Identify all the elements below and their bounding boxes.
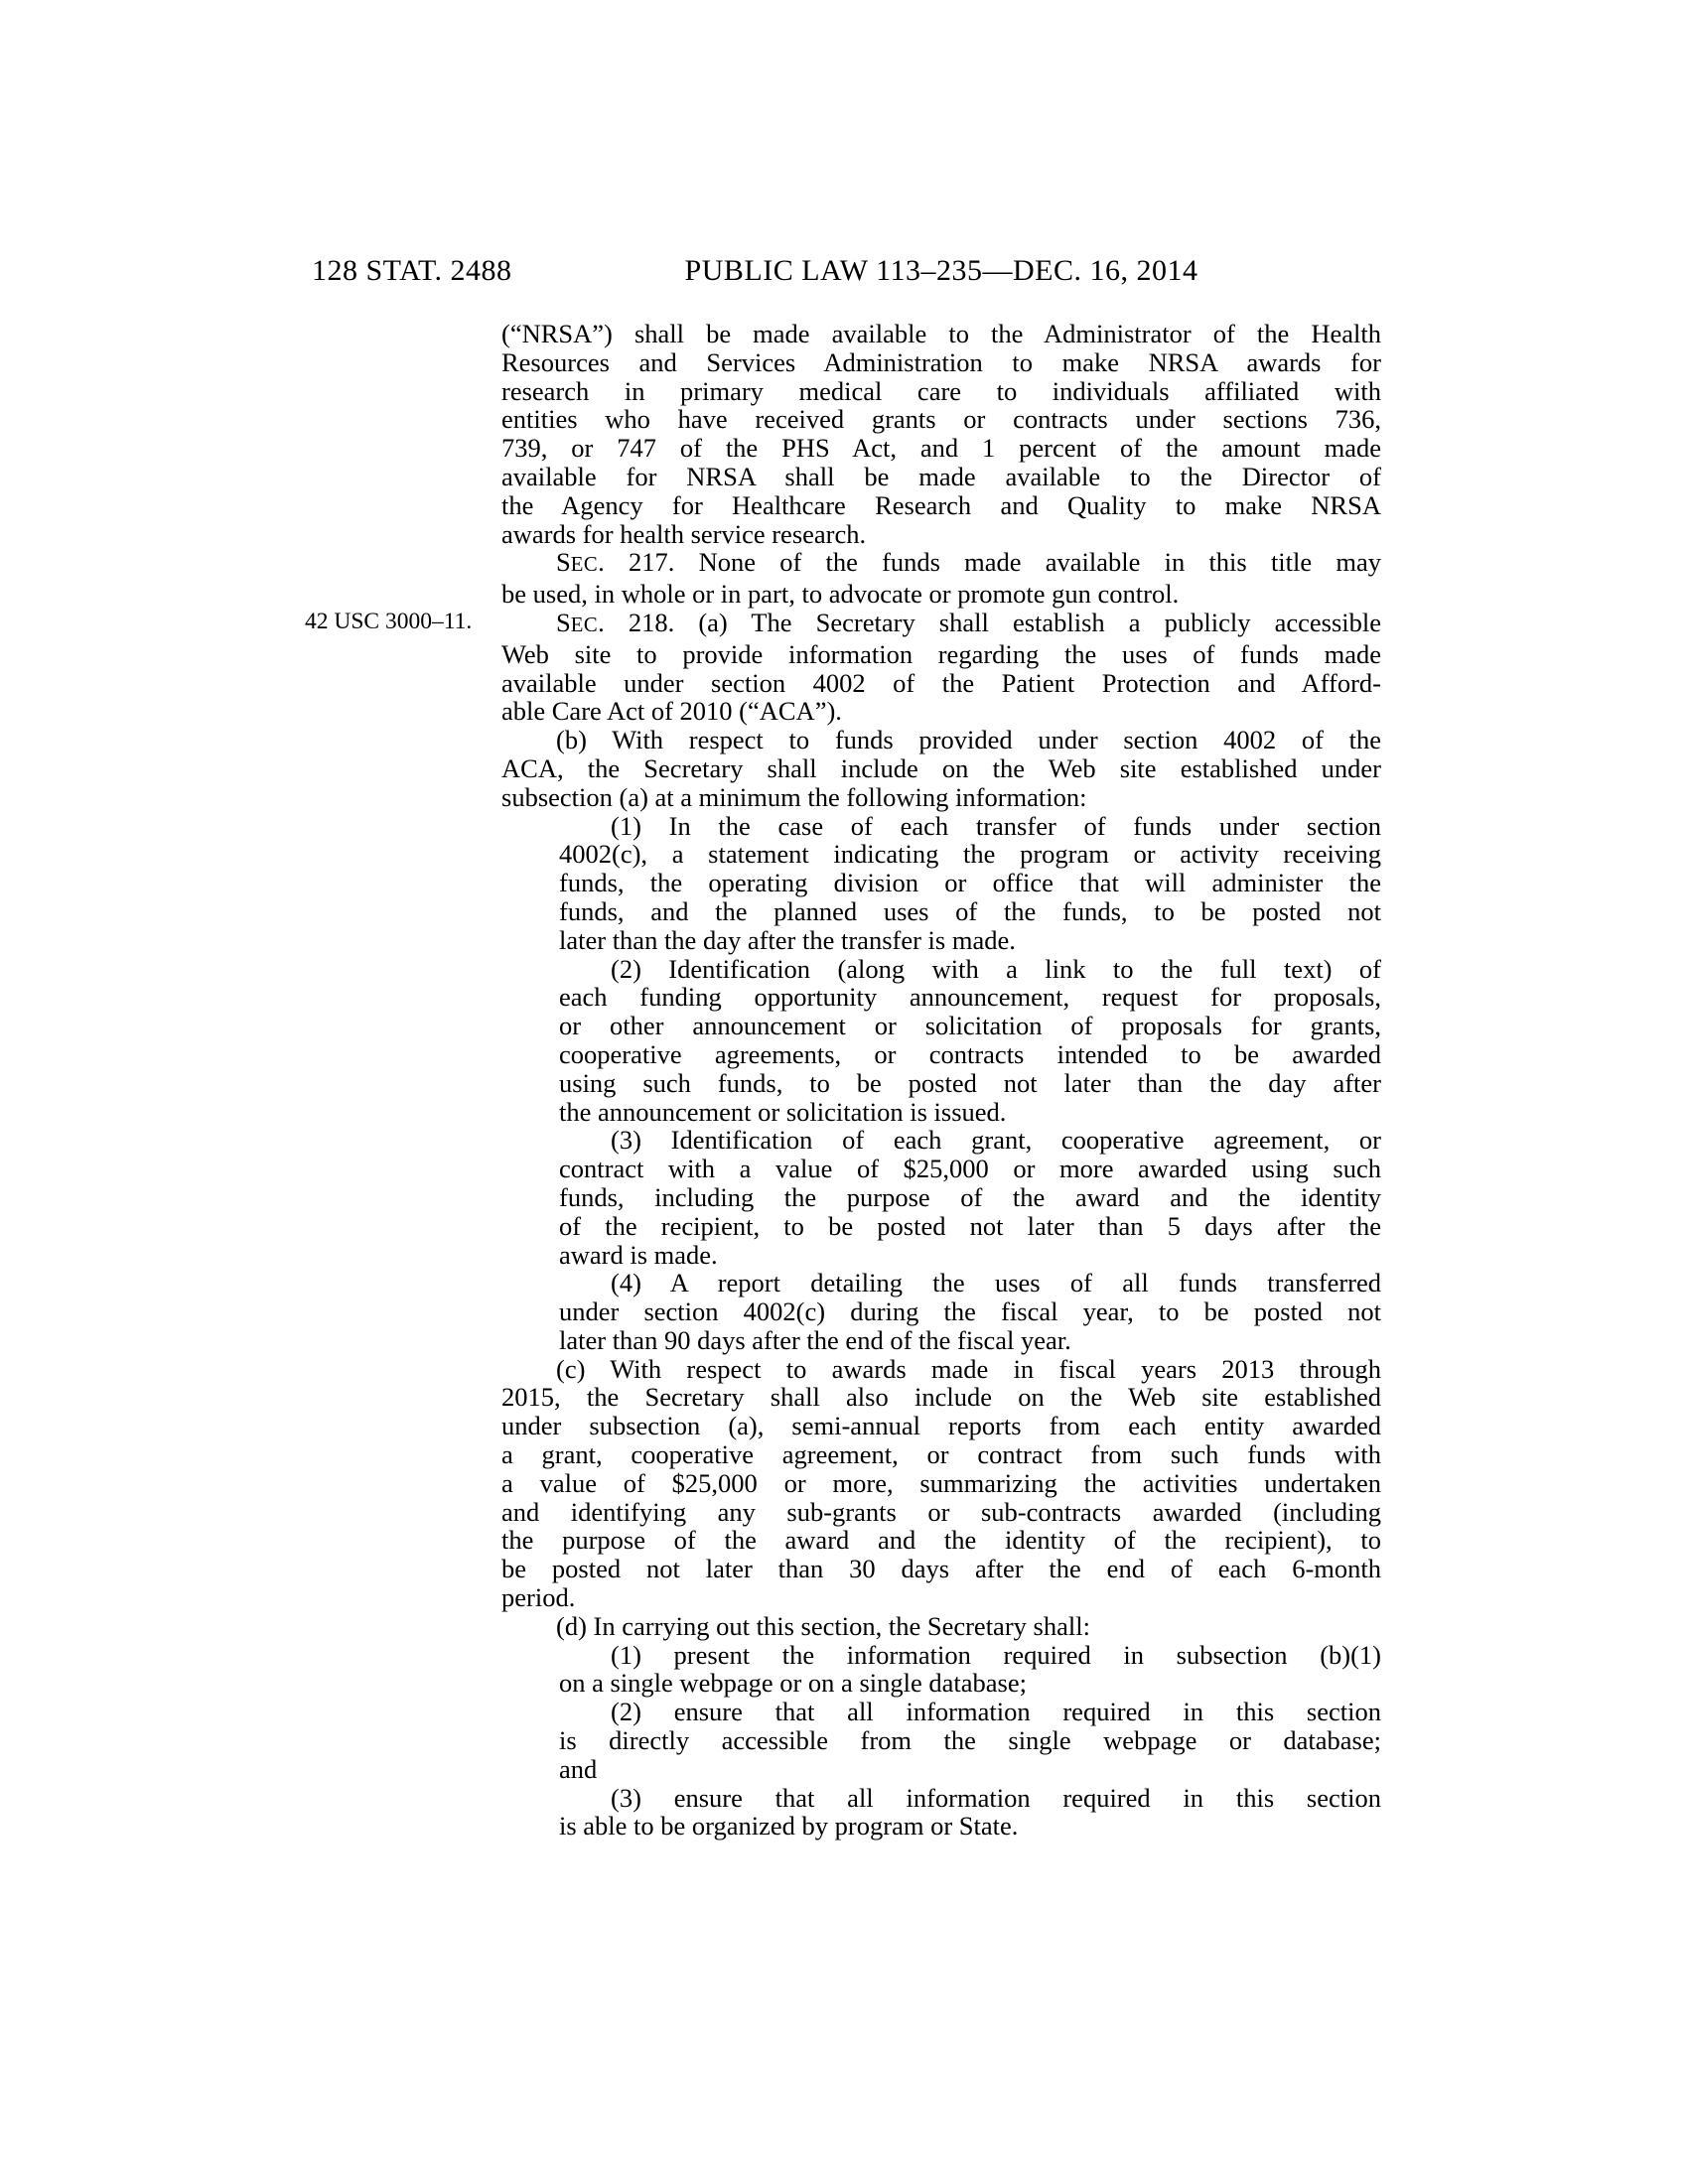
- text-line: cooperative agreements, or contracts intended to be awarded: [559, 1038, 1381, 1069]
- text-line: or other announcement or solicitation of proposals for grants,: [559, 1011, 1381, 1041]
- statute-body: [501, 320, 1381, 1841]
- law-citation: PUBLIC LAW 113–235—DEC. 16, 2014: [684, 254, 1198, 287]
- paragraph: [501, 1698, 1381, 1783]
- paragraph: [501, 1126, 1381, 1269]
- text-line: (4) A report detailing the uses of all funds transferred: [611, 1268, 1381, 1298]
- text-line: (c) With respect to awards made in fiscal years 2013 through: [556, 1353, 1381, 1384]
- paragraph: [501, 726, 1381, 811]
- text-line: using such funds, to be posted not later than the day after: [559, 1067, 1381, 1098]
- text-line: Web site to provide information regarding the uses of funds made: [501, 638, 1381, 669]
- text-line: funds, including the purpose of the award and the identity: [559, 1181, 1381, 1212]
- text-line: funds, the operating division or office that will administer the: [559, 868, 1381, 898]
- text-line: and: [559, 1753, 598, 1784]
- text-line: entities who have received grants or contracts under sections 736,: [501, 404, 1381, 435]
- text-line: under subsection (a), semi-annual reports from each entity awarded: [501, 1411, 1381, 1441]
- text-line: be used, in whole or in part, to advocate or promote gun control.: [501, 579, 1180, 610]
- text-line: (3) Identification of each grant, cooperative agreement, or: [611, 1125, 1381, 1156]
- text-line: award is made.: [559, 1239, 718, 1270]
- text-line: research in primary medical care to individuals affiliated with: [501, 375, 1381, 406]
- text-line: of the recipient, to be posted not later than 5 days after the: [559, 1210, 1381, 1241]
- paragraph: [501, 1641, 1381, 1699]
- text-line: (2) ensure that all information required in this section: [611, 1697, 1381, 1727]
- small-caps: EC: [570, 554, 599, 577]
- text-line: ACA, the Secretary shall include on the Web site established under: [501, 752, 1381, 783]
- text-line: the Agency for Healthcare Research and Quality to make NRSA: [501, 489, 1381, 520]
- text-line: a value of $25,000 or more, summarizing the activities undertaken: [501, 1467, 1381, 1498]
- text-line: (d) In carrying out this section, the Secretary shall:: [556, 1610, 1090, 1641]
- text-line: period.: [501, 1582, 576, 1613]
- text-line: is able to be organized by program or State.: [559, 1811, 1019, 1842]
- paragraph: [501, 812, 1381, 955]
- text-line: be posted not later than 30 days after the end of each 6-month: [501, 1554, 1381, 1584]
- text-line: (2) Identification (along with a link to the full text) of: [611, 953, 1381, 984]
- paragraph: [501, 1612, 1381, 1641]
- text-line: SEC. 218. (a) The Secretary shall establish a publicly accessible: [556, 607, 1381, 637]
- text-line: on a single webpage or on a single database;: [559, 1668, 1027, 1699]
- text-line: contract with a value of $25,000 or more awarded using such: [559, 1154, 1381, 1184]
- text-line: Resources and Services Administration to make NRSA awards for: [501, 346, 1381, 377]
- text-line: 2015, the Secretary shall also include on the Web site established: [501, 1382, 1381, 1413]
- text-line: (b) With respect to funds provided under section 4002 of the: [556, 725, 1381, 755]
- paragraph: [501, 609, 1381, 726]
- text-line: is directly accessible from the single webpage or database;: [559, 1725, 1381, 1756]
- text-line: and identifying any sub-grants or sub-contracts awarded (including: [501, 1496, 1381, 1527]
- paragraph: [501, 955, 1381, 1127]
- text-line: (3) ensure that all information required in this section: [611, 1782, 1381, 1813]
- text-line: later than 90 days after the end of the fiscal year.: [559, 1324, 1071, 1355]
- small-caps: EC: [570, 614, 599, 636]
- margin-note-usc-citation: 42 USC 3000–11.: [305, 609, 473, 634]
- text-line: 739, or 747 of the PHS Act, and 1 percent of the amount made: [501, 433, 1381, 464]
- text-line: 4002(c), a statement indicating the program or activity receiving: [559, 839, 1381, 870]
- text-line: later than the day after the transfer is made.: [559, 924, 1016, 955]
- paragraph: [501, 320, 1381, 548]
- paragraph: [501, 548, 1381, 609]
- text-line: SEC. 217. None of the funds made available in this title may: [556, 547, 1381, 578]
- text-line: under section 4002(c) during the fiscal year, to be posted not: [559, 1297, 1381, 1327]
- text-line: awards for health service research.: [501, 518, 867, 549]
- text-line: each funding opportunity announcement, request for proposals,: [559, 982, 1381, 1013]
- text-line: (1) present the information required in subsection (b)(1): [611, 1639, 1381, 1670]
- text-line: funds, and the planned uses of the funds, to be posted not: [559, 895, 1381, 926]
- text-line: subsection (a) at a minimum the following information:: [501, 781, 1087, 812]
- text-line: the purpose of the award and the identity of the recipient), to: [501, 1525, 1381, 1556]
- paragraph: [501, 1784, 1381, 1842]
- text-line: (“NRSA”) shall be made available to the Administrator of the Health: [501, 319, 1381, 348]
- stat-citation: 128 STAT. 2488: [312, 254, 512, 287]
- text-line: able Care Act of 2010 (“ACA”).: [501, 696, 842, 727]
- text-line: available for NRSA shall be made available to the Director of: [501, 461, 1381, 491]
- paragraph: [501, 1355, 1381, 1612]
- paragraph: [501, 1269, 1381, 1354]
- text-line: (1) In the case of each transfer of funds under section: [611, 810, 1381, 841]
- text-line: the announcement or solicitation is issued.: [559, 1096, 1007, 1127]
- text-line: available under section 4002 of the Patient Protection and Afford-: [501, 667, 1381, 698]
- text-line: a grant, cooperative agreement, or contract from such funds with: [501, 1439, 1381, 1470]
